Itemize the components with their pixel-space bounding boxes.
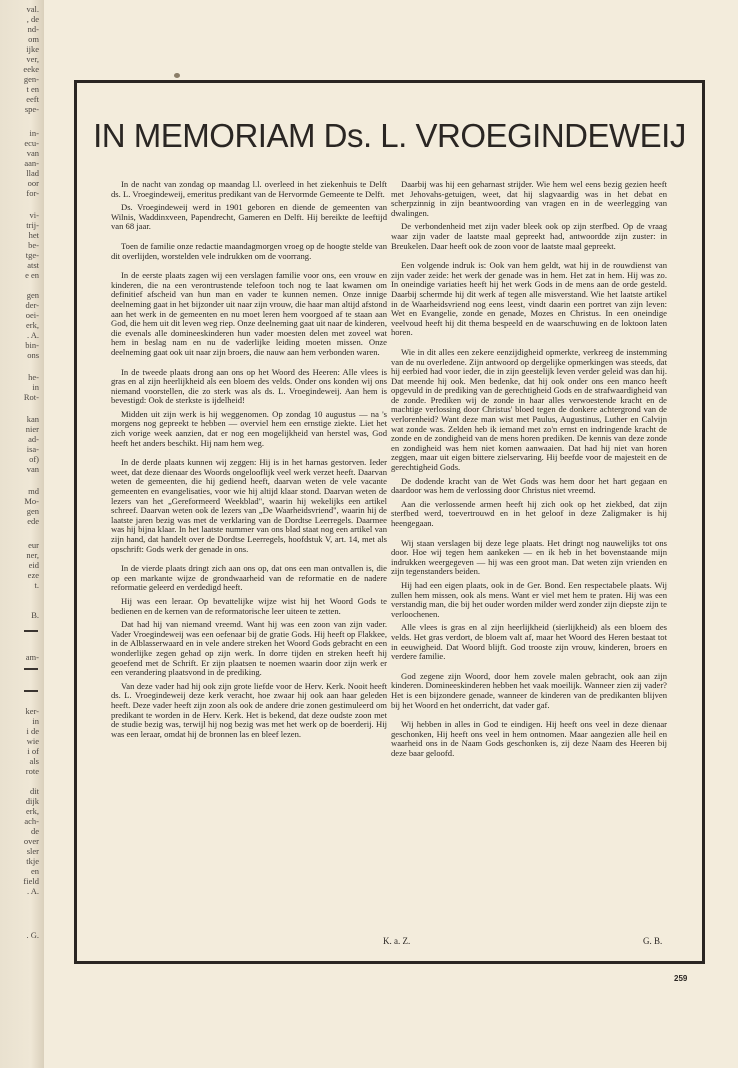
spine-fragment: tkje xyxy=(26,856,39,866)
right-column xyxy=(391,180,667,762)
spine-fragment: om xyxy=(28,34,39,44)
body-paragraph: De verbondenheid met zijn vader bleek ook op zijn sterfbed. Op de vraag waar zijn vader de laatste maal gepreekt had, antwoordde zijn zuster: in Breukelen. Daar heeft ook de zoon voor de laatste maal gepreekt. xyxy=(391,221,667,251)
spine-fragment: ver, xyxy=(26,54,39,64)
spine-fragment: de xyxy=(30,826,39,836)
body-paragraph: Wij hebben in alles in God te eindigen. Hij heeft ons veel in deze dienaar geschonken, Hij heeft ons veel in hem ontnomen. Maar aangezien alle heil en waarheid ons in de Naam Gods geschonken is, zij deze Naam des Heeren bij deze baar geloofd. xyxy=(391,719,667,758)
spine-fragment: eze xyxy=(27,570,39,580)
spine-fragment: erk, xyxy=(26,320,39,330)
body-paragraph: Daarbij was hij een geharnast strijder. Wie hem wel eens bezig gezien heeft met Jehovahs-getuigen, weet, dat hij slagvaardig was in het debat en scherpzinnig in zijn beantwoording van vragen en in de weerlegging van dwalingen. xyxy=(391,179,667,218)
spine-fragment: en xyxy=(30,866,39,876)
spine-fragment: be- xyxy=(28,240,39,250)
spine-fragment: van xyxy=(26,464,39,474)
body-paragraph: Hij was een leraar. Op bevattelijke wijze wist hij het Woord Gods te bedienen en de kernen van de reformatorische leer uiteen te zetten. xyxy=(111,595,387,616)
spine-fragment: B. xyxy=(31,610,39,620)
spine-fragment: llad xyxy=(26,168,39,178)
body-paragraph: Midden uit zijn werk is hij weggenomen. Op zondag 10 augustus — na 's morgens nog gepreekt te hebben — overviel hem een ernstige ziekte. Liet het zich vorige week aanzien, dat er nog een mogelijkheid van herstel was, God heeft het anders beschikt. Hij nam hem weg. xyxy=(111,408,387,448)
spine-fragment: in xyxy=(32,716,39,726)
spine-rule xyxy=(24,630,38,632)
spine-fragment: wie xyxy=(26,736,39,746)
ink-spot xyxy=(174,73,180,78)
spine-fragment: atst xyxy=(27,260,39,270)
spine-fragment: . G. xyxy=(26,930,39,940)
spine-fragment: val. xyxy=(26,4,39,14)
body-paragraph: In de derde plaats kunnen wij zeggen: Hij is in het harnas gestorven. Ieder weet, dat deze dienaar des Woords ongelooflijk veel werk verzet heeft. Daarvan weten de gemeenten, die hij gediend heeft, daarvan weten de vele vacante gemeenten en evangelisaties, voor wie hij altijd klaar stond. Daarvan weten de lezers van het „Gereformeerd Weekblad", waarin hij wekelijks een artikel schreef. Daarvan weten ook de lezers van „De Waarheidsvriend", waarin hij de laatste jaren bezig was met de verklaring van de Dordtse Leerregels. Daarmee was hij bijna klaar. In het laatste nummer van ons blad staat nog een artikel van zijn hand, dat handelt over de Dordtse Leerregels, hoofdstuk V, art. 14, met als opschrift: Gods werk der genade in ons. xyxy=(111,457,387,554)
body-paragraph: God zegene zijn Woord, door hem zovele malen gebracht, ook aan zijn kinderen. Domineeskinderen hebben het vaak moeilijk. Wanneer zien zij vader? Het is een bijzondere genade, wanneer de kinderen van de predikanten blijven bij het Woord en het onderricht, dat vader gaf. xyxy=(391,670,667,710)
spine-fragment: oei- xyxy=(25,310,39,320)
spine-fragment: in- xyxy=(29,128,39,138)
spine-fragment: ecu- xyxy=(24,138,39,148)
spine-fragment: als xyxy=(29,756,39,766)
spine-fragment: rote xyxy=(25,766,39,776)
spine-rule xyxy=(24,690,38,692)
spine-fragment: aan- xyxy=(24,158,39,168)
body-paragraph: Hij had een eigen plaats, ook in de Ger. Bond. Een respectabele plaats. Wij zullen hem missen, ook als mens. Want er viel met hem te praten. Hij was een verstandig man, die bij het ouder worden milder werd zonder zijn diepste zijn te verloochenen. xyxy=(391,579,667,619)
spine-fragment: am- xyxy=(25,652,39,662)
spine-rule xyxy=(24,668,38,670)
spine-fragment: . A. xyxy=(26,886,39,896)
spine-fragment: bin- xyxy=(25,340,39,350)
spine-fragment: . A. xyxy=(26,330,39,340)
body-paragraph: In de eerste plaats zagen wij een verslagen familie voor ons, een vrouw en kinderen, die na een verontrustende telefoon toch nog te laat kwamen om definitief afscheid van hun man en vader te kunnen nemen. Onze innige deelneming gaat in het bijzonder uit naar zijn vrouw, die haar man altijd afstond aan het werk in de gemeenten en nu moet leren hem voorgoed af te staan aan God, die hem uit dit leven weg riep. Onze deelneming gaat uit naar de kinderen, die evenals alle domineeskinderen hun vader moesten delen met zoveel wat hem in beslag nam en nu de vaderlijke leiding moeten missen. Onze deelneming gaat ook uit naar zijn broers, die nauw aan hem verbonden waren. xyxy=(111,270,387,357)
signature-right: G. B. xyxy=(643,936,663,946)
spine-fragment: ijke xyxy=(26,44,39,54)
previous-page-spine xyxy=(0,0,45,1068)
spine-fragment: ons xyxy=(27,350,39,360)
spine-fragment: t en xyxy=(26,84,39,94)
spine-fragment: gen xyxy=(26,290,39,300)
spine-fragment: het xyxy=(28,230,39,240)
spine-fragment: tge- xyxy=(25,250,39,260)
magazine-page xyxy=(44,0,738,1068)
body-paragraph: Aan die verlossende armen heeft hij zich ook op het ziekbed, dat zijn sterfbed werd, toevertrouwd en in het geloof in deze Zaligmaker is hij heengegaan. xyxy=(391,498,667,528)
spine-fragment: e en xyxy=(25,270,39,280)
spine-fragment: eeft xyxy=(26,94,39,104)
spine-fragment: for- xyxy=(26,188,39,198)
spine-fragment: i of xyxy=(27,746,39,756)
page-title: IN MEMORIAM Ds. L. VROEGINDEWEIJ xyxy=(93,117,686,154)
spine-fragment: ad- xyxy=(28,434,39,444)
spine-fragment: spe- xyxy=(24,104,39,114)
spine-fragment: of) xyxy=(29,454,39,464)
spine-fragment: eur xyxy=(28,540,39,550)
body-paragraph: In de nacht van zondag op maandag l.l. overleed in het ziekenhuis te Delft ds. L. Vroegindeweij, emeritus predikant van de Hervormde Gemeente te Delft. xyxy=(111,179,387,199)
spine-fragment: gen- xyxy=(23,74,39,84)
spine-fragment: i de xyxy=(26,726,39,736)
body-paragraph: Toen de familie onze redactie maandagmorgen vroeg op de hoogte stelde van dit overlijden, worstelden vele indrukken om de voorrang. xyxy=(111,240,387,261)
body-paragraph: In de tweede plaats drong aan ons op het Woord des Heeren: Alle vlees is gras en al zijn heerlijkheid als een bloem des velds. Onder ons konden wij ons niemand voorstellen, die zo sterk was als ds. L. Vroegindeweij. Aan hem is bevestigd: Ook de sterkste is ijdelheid! xyxy=(111,366,387,406)
spine-fragment: ede xyxy=(27,516,39,526)
body-paragraph: Alle vlees is gras en al zijn heerlijkheid (sierlijkheid) als een bloem des velds. Het gras verdort, de bloem valt af, maar het Woord des Heren bestaat tot in eeuwigheid. Dat Woord blijft. God trooste zijn vrouw, kinderen, broers en verdere familie. xyxy=(391,622,667,662)
spine-fragment: field xyxy=(23,876,39,886)
spine-fragment: van xyxy=(26,148,39,158)
body-paragraph: Ds. Vroegindeweij werd in 1901 geboren en diende de gemeenten van Wilnis, Waddinxveen, Papendrecht, Gameren en Delft. Hij bereikte de leeftijd van 68 jaar. xyxy=(111,202,387,232)
spine-fragment: he- xyxy=(28,372,39,382)
spine-fragment: erk, xyxy=(26,806,39,816)
body-paragraph: De dodende kracht van de Wet Gods was hem door het hart gegaan en daardoor was hem de verlossing door Christus niet vreemd. xyxy=(391,475,667,496)
spine-fragment: eid xyxy=(28,560,39,570)
spine-fragment: der- xyxy=(25,300,39,310)
spine-fragment: gen xyxy=(26,506,39,516)
body-paragraph: Wie in dit alles een zekere eenzijdigheid opmerkte, verkreeg de instemming van de nu overledene. Zijn antwoord op dergelijke opmerkingen was steeds, dat hij eerbied had voor ieder, die in zijn geestelijk leven verder geleid was dan hij. Dat meende hij ook. Men bedenke, dat hij ook onder ons een manco heeft opgevuld in de prediking van de gerechtigheid Gods en de strafwaardigheid van de zonde. Prediken wij de zonde in haar alles verwoestende kracht en de machtige verlossing door Christus' bloed tegen de donkere achtergrond van de verlorenheid? Want deze man wist met Paulus, Augustinus, Luther en Calvijn wat zonde was. Zelden heb ik iemand met zo'n ernst en indringende kracht de zonde en de zondigheid van de mens horen prediken. De kennis van deze zonde en zondigheid was hem niet komen aanwaaien. Dat had hij niet van horen zeggen, maar uit eigen bittere zielservaring. Hij beefde voor de majesteit en de gerechtigheid Gods. xyxy=(391,346,667,473)
spine-fragment: t. xyxy=(34,580,39,590)
body-paragraph: In de vierde plaats dringt zich aan ons op, dat ons een man ontvallen is, die op een markante wijze de grondwaarheid van de reformatie en de nadere reformatie geleerd en verdedigd heeft. xyxy=(111,563,387,593)
spine-fragment: ker- xyxy=(25,706,39,716)
spine-fragment: vi- xyxy=(29,210,39,220)
body-paragraph: Dat had hij van niemand vreemd. Want hij was een zoon van zijn vader. Vader Vroegindeweij was een oefenaar bij de gratie Gods. Hij heeft op Flakkee, in de Alblasserwaard en in vele andere streken het Woord Gods gebracht en een wonderlijke zegen gehad op zijn werk. In dorre tijden en streken heeft hij geoefend met de Schrift. Er zijn plaatsen te noemen waarin door zijn werk er een verandering plaatsvond in de prediking. xyxy=(111,619,387,678)
body-paragraph: Een volgende indruk is: Ook van hem geldt, wat hij in de rouwdienst van zijn vader zeide: het werk der genade was in hem. Het zat in hem. Hij was zo. In oneindige variaties heeft hij het werk Gods in de mens aan de orde gesteld. Daarbij schermde hij dit werk af tegen alle misverstand. Wie het laatste artikel in de Waarheidsvriend nog eens leest, vindt daarin een portret van zijn leven: Wet en Evangelie, zonde en genade, Mozes en Christus. In een oneindige veelvoud heeft hij dit thema bespeeld en de waarschuwing en de loktoon laten horen. xyxy=(391,260,667,338)
spine-fragment: md xyxy=(28,486,39,496)
memorial-frame xyxy=(74,80,705,964)
spine-fragment: isa- xyxy=(26,444,39,454)
signature-left: K. a. Z. xyxy=(383,936,411,946)
spine-fragment: nd- xyxy=(27,24,39,34)
body-paragraph: Van deze vader had hij ook zijn grote liefde voor de Herv. Kerk. Nooit heeft ds. L. Vroegindeweij deze kerk veracht, hoe zwaar hij ook aan haar geleden heeft. Deze vader heeft zijn zoon als ook de andere drie zonen gestimuleerd om predikant te worden in de Herv. Kerk. Het is bekend, dat deze oudste zoon met de studie bezig was, terwijl hij nog bezig was met het werk op de boerderij. Hij was een leraar, omdat hij de bronnen las en bleef lezen. xyxy=(111,680,387,739)
spine-fragment: eeke xyxy=(23,64,39,74)
spine-fragment: oor xyxy=(27,178,39,188)
spine-fragment: , de xyxy=(26,14,39,24)
spine-fragment: kan xyxy=(26,414,39,424)
body-paragraph: Wij staan verslagen bij deze lege plaats. Het dringt nog nauwelijks tot ons door. Hoe wij tegen hem aankeken — en ik heb in het bovenstaande mijn indrukken weergegeven — hij was een groot man. Dat weten zijn vrienden en zijn tegenstanders beiden. xyxy=(391,537,667,577)
spine-fragment: in xyxy=(32,382,39,392)
page-number: 259 xyxy=(674,974,688,983)
left-column xyxy=(111,180,387,743)
spine-fragment: dit xyxy=(30,786,39,796)
spine-fragment: ach- xyxy=(24,816,39,826)
spine-fragment: dijk xyxy=(25,796,39,806)
spine-fragment: ner, xyxy=(26,550,39,560)
spine-fragment: nier xyxy=(25,424,39,434)
spine-fragment: Rot- xyxy=(23,392,39,402)
spine-fragment: sler xyxy=(26,846,39,856)
spine-fragment: trij- xyxy=(26,220,39,230)
spine-fragment: Mo- xyxy=(24,496,39,506)
spine-fragment: over xyxy=(23,836,39,846)
